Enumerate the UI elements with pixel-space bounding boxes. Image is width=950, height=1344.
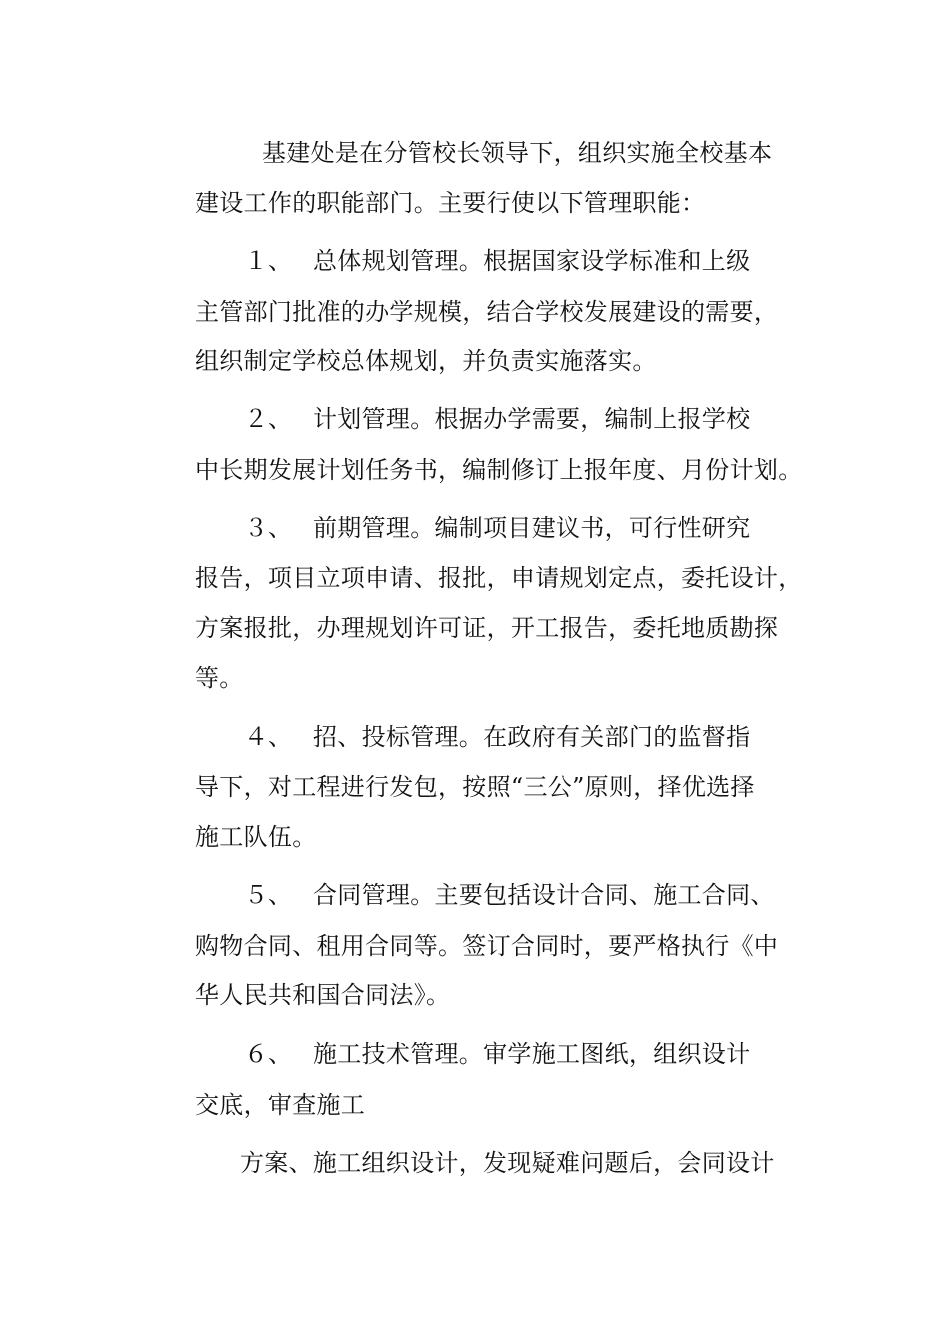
intro-line-1: 基建处是在分管校长领导下，组织实施全校基本 — [262, 139, 773, 167]
item-6-line-1: 施工技术管理。审学施工图纸，组织设计 — [313, 1040, 751, 1068]
item-5-line-3: 华人民共和国合同法》。 — [195, 981, 451, 1009]
item-2-line-2: 中长期发展计划任务书，编制修订上报年度、月份计划。 — [195, 456, 803, 484]
item-5-number: ５、 — [244, 881, 292, 909]
item-3-number: ３、 — [244, 514, 292, 542]
item-1-line-2: 主管部门批准的办学规模，结合学校发展建设的需要， — [195, 298, 779, 326]
item-2-line-1: 计划管理。根据办学需要，编制上报学校 — [313, 405, 751, 433]
item-5-line-1: 合同管理。主要包括设计合同、施工合同、 — [313, 881, 775, 909]
item-3-line-2: 报告，项目立项申请、报批，申请规划定点，委托设计， — [195, 564, 803, 592]
continuation-line: 方案、施工组织设计，发现疑难问题后，会同设计 — [240, 1149, 775, 1177]
item-3-line-4: 等。 — [195, 664, 244, 692]
item-1-line-1: 总体规划管理。根据国家设学标准和上级 — [313, 247, 751, 275]
item-4-number: ４、 — [244, 723, 292, 751]
item-6-line-2: 交底，审查施工 — [195, 1091, 366, 1119]
item-3-line-3: 方案报批，办理规划许可证，开工报告，委托地质勘探 — [195, 614, 779, 642]
item-6-number: ６、 — [244, 1040, 292, 1068]
item-4-line-2: 导下，对工程进行发包，按照“三公”原则，择优选择 — [195, 773, 755, 801]
item-3-line-1: 前期管理。编制项目建议书，可行性研究 — [313, 514, 751, 542]
item-1-line-3: 组织制定学校总体规划，并负责实施落实。 — [195, 347, 657, 375]
item-1-number: １、 — [244, 247, 292, 275]
item-5-line-2: 购物合同、租用合同等。签订合同时，要严格执行《中 — [195, 932, 779, 960]
intro-line-2: 建设工作的职能部门。主要行使以下管理职能： — [195, 189, 706, 217]
item-4-line-3: 施工队伍。 — [195, 823, 317, 851]
item-4-line-1: 招、投标管理。在政府有关部门的监督指 — [313, 723, 751, 751]
item-2-number: ２、 — [244, 405, 292, 433]
